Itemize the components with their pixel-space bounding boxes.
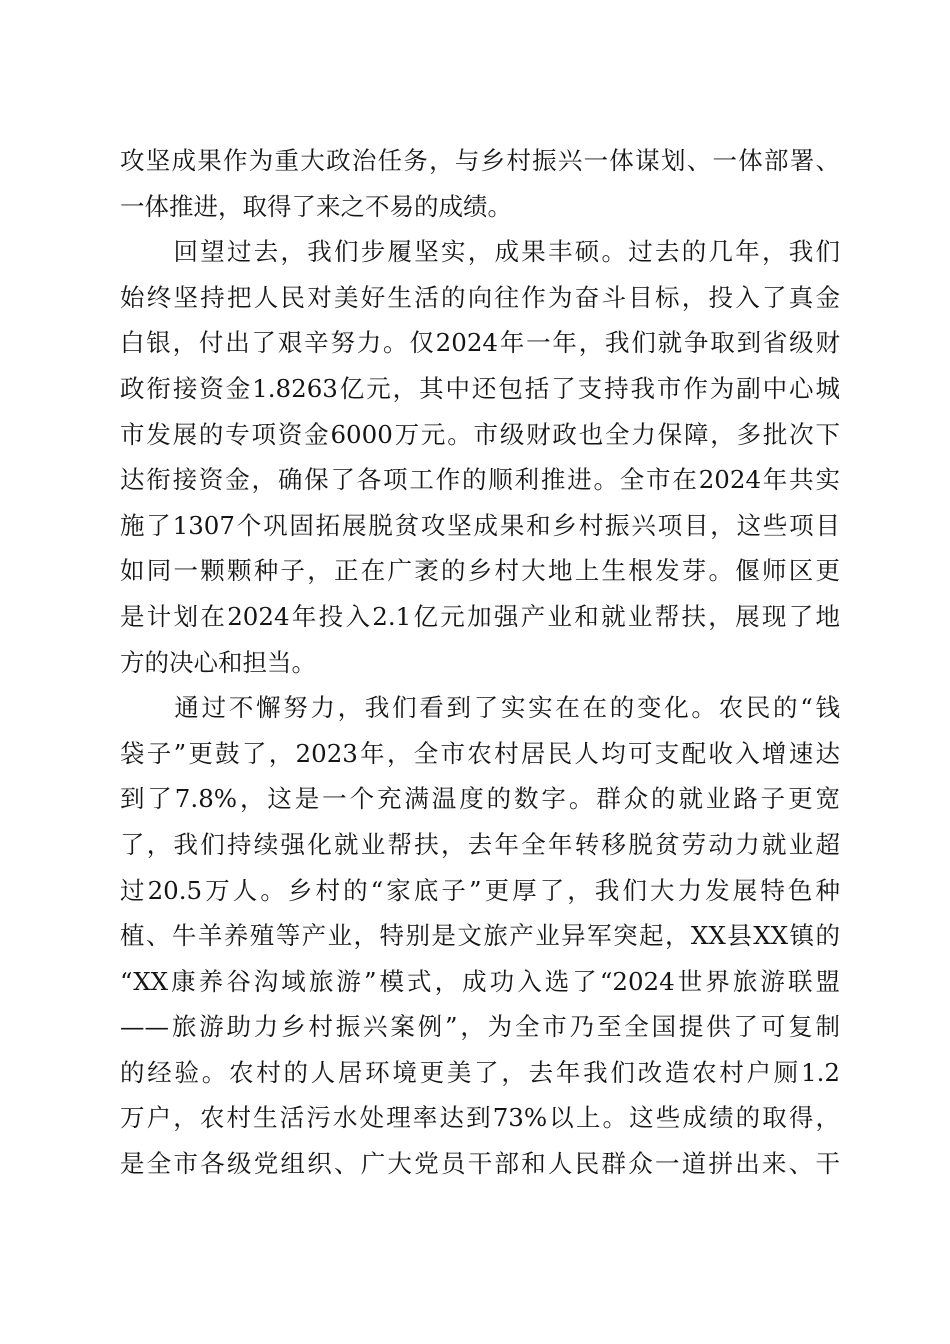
paragraph-1 [120, 138, 840, 229]
text-line: 植、牛羊养殖等产业，特别是文旅产业异军突起，XX县XX镇的 [120, 921, 840, 951]
text-line: 方的决心和担当。 [120, 647, 316, 677]
text-line: 市发展的专项资金6000万元。市级财政也全力保障，多批次下 [120, 419, 840, 449]
paragraph-2 [120, 229, 840, 685]
document-body [120, 138, 840, 1187]
text-line: 回望过去，我们步履坚实，成果丰硕。过去的几年，我们 [120, 237, 840, 267]
text-line: 到了7.8%，这是一个充满温度的数字。群众的就业路子更宽 [120, 784, 840, 814]
text-line: 万户，农村生活污水处理率达到73%以上。这些成绩的取得， [120, 1103, 840, 1133]
text-line: 施了1307个巩固拓展脱贫攻坚成果和乡村振兴项目，这些项目 [120, 510, 840, 540]
text-line: 白银，付出了艰辛努力。仅2024年一年，我们就争取到省级财 [120, 328, 840, 358]
text-line: 的经验。农村的人居环境更美了，去年我们改造农村户厕1.2 [120, 1057, 840, 1087]
text-line: 攻坚成果作为重大政治任务，与乡村振兴一体谋划、一体部署、 [120, 146, 840, 175]
text-line: ——旅游助力乡村振兴案例”，为全市乃至全国提供了可复制 [120, 1012, 840, 1042]
text-line: 通过不懈努力，我们看到了实实在在的变化。农民的“钱 [120, 693, 840, 723]
text-line: 如同一颗颗种子，正在广袤的乡村大地上生根发芽。偃师区更 [120, 556, 840, 586]
text-line: 是计划在2024年投入2.1亿元加强产业和就业帮扶，展现了地 [120, 601, 840, 631]
text-line: 达衔接资金，确保了各项工作的顺利推进。全市在2024年共实 [120, 465, 840, 495]
text-line: 袋子”更鼓了，2023年，全市农村居民人均可支配收入增速达 [120, 738, 840, 768]
text-line: 过20.5万人。乡村的“家底子”更厚了，我们大力发展特色种 [120, 875, 840, 905]
text-line: 始终坚持把人民对美好生活的向往作为奋斗目标，投入了真金 [120, 282, 840, 312]
text-line: “XX康养谷沟域旅游”模式，成功入选了“2024世界旅游联盟 [120, 966, 840, 996]
text-line: 了，我们持续强化就业帮扶，去年全年转移脱贫劳动力就业超 [120, 829, 840, 859]
text-line: 政衔接资金1.8263亿元，其中还包括了支持我市作为副中心城 [120, 373, 840, 403]
paragraph-3 [120, 685, 840, 1187]
text-line: 一体推进，取得了来之不易的成绩。 [120, 191, 512, 221]
text-line: 是全市各级党组织、广大党员干部和人民群众一道拼出来、干 [120, 1149, 840, 1179]
